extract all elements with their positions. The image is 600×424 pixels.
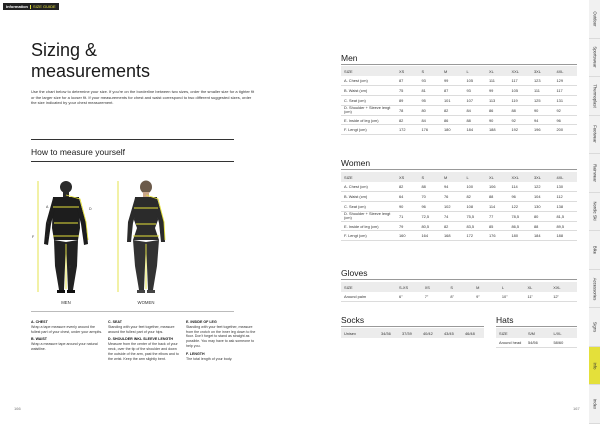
table-cell: 105 bbox=[510, 85, 533, 95]
tab-accessories[interactable] bbox=[589, 270, 600, 309]
socks-heading: Socks bbox=[341, 315, 365, 325]
table-cell: 112 bbox=[555, 191, 578, 201]
row-label: C. Seat (cm) bbox=[341, 95, 397, 105]
table-cell: 12" bbox=[551, 292, 577, 301]
table-cell: 106 bbox=[487, 182, 510, 191]
table-cell: 123 bbox=[532, 76, 555, 85]
table-cell: 96 bbox=[420, 201, 443, 211]
table-header-row bbox=[341, 66, 577, 76]
tab-index[interactable] bbox=[589, 385, 600, 424]
section-tabs bbox=[589, 0, 600, 424]
table-cell: 184 bbox=[465, 125, 488, 135]
table-row bbox=[341, 211, 577, 221]
table-header-cell: M bbox=[474, 282, 500, 292]
fig-letter-e: E bbox=[69, 265, 72, 269]
table-header-row bbox=[496, 328, 577, 338]
tab-label: Nordic Ski bbox=[592, 201, 597, 222]
table-cell: 34/36 bbox=[379, 328, 400, 338]
table-row bbox=[341, 95, 577, 105]
row-label: A. Chest (cm) bbox=[341, 182, 397, 191]
row-label: Unisex bbox=[341, 328, 379, 338]
women-size-table bbox=[341, 172, 577, 241]
table-header-cell: S-XS bbox=[397, 282, 423, 292]
tab-label: Signs bbox=[592, 321, 597, 333]
table-cell: 81,5 bbox=[555, 211, 578, 221]
table-cell: 82 bbox=[465, 191, 488, 201]
def-length: F. LENGTH The total length of your body. bbox=[186, 351, 233, 361]
divider bbox=[341, 326, 484, 327]
page-number-left: 166 bbox=[14, 406, 21, 411]
table-cell: 94 bbox=[532, 115, 555, 125]
row-label: E. Inside of leg (cm) bbox=[341, 115, 397, 125]
tab-rainwear[interactable] bbox=[589, 154, 600, 193]
tab-label: Sportswear bbox=[592, 46, 597, 68]
table-cell: 180 bbox=[510, 231, 533, 241]
men-size-table bbox=[341, 66, 577, 135]
row-label: C. Seat (cm) bbox=[341, 201, 397, 211]
tab-label: Thermoplast bbox=[592, 84, 597, 108]
table-cell: 43/45 bbox=[442, 328, 463, 338]
table-row bbox=[341, 191, 577, 201]
fig-letter-b: B bbox=[47, 221, 50, 225]
row-label: F. Lengt (cm) bbox=[341, 125, 397, 135]
page-title bbox=[31, 40, 231, 82]
row-label: D. Shoulder + Sleeve lengt (cm) bbox=[341, 105, 397, 115]
def-chest: A. CHEST Wrap a tape measure evenly around the fullest part of your chest, under your armpits. bbox=[31, 320, 103, 334]
definition-column-2 bbox=[108, 320, 180, 364]
men-heading: Men bbox=[341, 53, 358, 63]
tab-thermoplast[interactable] bbox=[589, 77, 600, 116]
table-header-cell: XS bbox=[397, 172, 420, 182]
table-cell: 196 bbox=[532, 125, 555, 135]
table-header-cell: S bbox=[448, 282, 474, 292]
table-cell: 101 bbox=[442, 95, 465, 105]
hats-heading: Hats bbox=[496, 315, 514, 325]
table-header-cell: L bbox=[465, 172, 488, 182]
table-cell: 114 bbox=[510, 182, 533, 191]
page-number-right: 167 bbox=[573, 406, 580, 411]
table-row bbox=[341, 105, 577, 115]
title-line-2: measurements bbox=[31, 61, 151, 81]
table-cell: 129 bbox=[555, 76, 578, 85]
table-cell: 88 bbox=[420, 182, 443, 191]
table-header-cell: SIZE bbox=[341, 66, 397, 76]
table-cell: 172 bbox=[465, 231, 488, 241]
table-row bbox=[341, 292, 577, 301]
table-cell: 104 bbox=[532, 191, 555, 201]
table-cell: 11" bbox=[526, 292, 552, 301]
table-cell: 90 bbox=[487, 115, 510, 125]
def-waist: B. WAIST Wrap a measure tape around your natural waistline. bbox=[31, 337, 98, 351]
row-label: B. Waist (cm) bbox=[341, 85, 397, 95]
table-cell: 88 bbox=[510, 105, 533, 115]
tab-signs[interactable] bbox=[589, 308, 600, 347]
row-label: B. Waist (cm) bbox=[341, 191, 397, 201]
table-cell: 79 bbox=[397, 221, 420, 231]
divider bbox=[496, 326, 577, 327]
gloves-size-table bbox=[341, 282, 577, 302]
table-cell: 80,5 bbox=[420, 221, 443, 231]
tab-bike[interactable] bbox=[589, 231, 600, 270]
tag-divider bbox=[30, 5, 31, 9]
table-cell: 40/42 bbox=[421, 328, 442, 338]
row-label: E. Inside of leg (cm) bbox=[341, 221, 397, 231]
table-header-cell: M bbox=[442, 172, 465, 182]
table-cell: 130 bbox=[532, 201, 555, 211]
tab-label: Accessories bbox=[592, 277, 597, 300]
table-header-cell: S bbox=[420, 172, 443, 182]
table-row bbox=[341, 125, 577, 135]
men-caption: MEN bbox=[61, 300, 71, 305]
table-cell: 84 bbox=[465, 105, 488, 115]
table-cell: 82 bbox=[397, 115, 420, 125]
table-cell: 131 bbox=[555, 95, 578, 105]
how-to-heading: How to measure yourself bbox=[31, 147, 126, 157]
table-header-cell: XL bbox=[487, 172, 510, 182]
table-cell: 80 bbox=[532, 211, 555, 221]
row-label: F. Lengt (cm) bbox=[341, 231, 397, 241]
table-cell: 90 bbox=[397, 201, 420, 211]
table-header-cell: XS bbox=[423, 282, 449, 292]
table-cell: 88 bbox=[487, 191, 510, 201]
table-cell: 92 bbox=[555, 105, 578, 115]
table-cell: 105 bbox=[465, 76, 488, 85]
tab-nordic-ski[interactable] bbox=[589, 193, 600, 232]
divider bbox=[31, 161, 234, 162]
tab-info[interactable] bbox=[589, 347, 600, 386]
table-cell: 111 bbox=[532, 85, 555, 95]
table-cell: 6" bbox=[397, 292, 423, 301]
table-row bbox=[341, 201, 577, 211]
table-cell: 117 bbox=[510, 76, 533, 85]
table-header-cell: XL bbox=[526, 282, 552, 292]
table-header-row bbox=[341, 282, 577, 292]
table-cell: 168 bbox=[442, 231, 465, 241]
table-cell: 9" bbox=[474, 292, 500, 301]
women-caption: WOMEN bbox=[137, 300, 155, 305]
table-cell: 58/60 bbox=[552, 338, 578, 347]
divider bbox=[31, 139, 234, 140]
hats-size-table bbox=[496, 328, 577, 348]
table-cell: 99 bbox=[487, 85, 510, 95]
table-cell: 86,5 bbox=[510, 221, 533, 231]
table-row bbox=[341, 115, 577, 125]
table-cell: 119 bbox=[510, 95, 533, 105]
table-cell: 172 bbox=[397, 125, 420, 135]
table-cell: 87 bbox=[397, 76, 420, 85]
table-cell: 82 bbox=[442, 221, 465, 231]
divider bbox=[31, 311, 234, 312]
table-cell: 188 bbox=[487, 125, 510, 135]
row-label: Around head bbox=[496, 338, 526, 347]
table-header-cell: S/M bbox=[526, 328, 552, 338]
divider bbox=[341, 169, 577, 170]
table-cell: 122 bbox=[532, 182, 555, 191]
table-cell: 78 bbox=[397, 105, 420, 115]
table-cell: 184 bbox=[532, 231, 555, 241]
def-seat: C. SEAT Standing with your feet together, measure around the fullest part of your hips. bbox=[108, 320, 175, 334]
table-cell: 86 bbox=[442, 115, 465, 125]
table-cell: 125 bbox=[532, 95, 555, 105]
table-cell: 200 bbox=[555, 125, 578, 135]
table-cell: 93 bbox=[465, 85, 488, 95]
table-cell: 81 bbox=[420, 85, 443, 95]
table-cell: 89 bbox=[397, 95, 420, 105]
table-cell: 82 bbox=[397, 182, 420, 191]
table-header-cell: XXL bbox=[510, 172, 533, 182]
table-row bbox=[341, 231, 577, 241]
table-cell: 74 bbox=[442, 211, 465, 221]
table-cell: 96 bbox=[510, 191, 533, 201]
table-header-cell: SIZE bbox=[341, 282, 397, 292]
table-row bbox=[341, 76, 577, 85]
table-cell: 8" bbox=[448, 292, 474, 301]
tab-label: Index bbox=[592, 399, 597, 410]
table-header-cell: XXL bbox=[510, 66, 533, 76]
women-heading: Women bbox=[341, 158, 371, 168]
table-cell: 114 bbox=[487, 201, 510, 211]
table-header-cell: S bbox=[420, 66, 443, 76]
table-cell: 75 bbox=[397, 85, 420, 95]
tab-label: Rainwear bbox=[592, 164, 597, 182]
table-header-cell: 3XL bbox=[532, 172, 555, 182]
def-sleeve: D. SHOULDER INKL SLEEVE LENGTH Measure from the center of the back of your neck, over the tip of the shoulder and down the outside of the arm, past the elbow and to the wrist. Keep the arm slightly bent. bbox=[108, 337, 179, 361]
tab-footwear[interactable] bbox=[589, 116, 600, 155]
fig-letter-f: F bbox=[32, 235, 35, 239]
table-cell: 46/48 bbox=[463, 328, 484, 338]
table-header-cell: 4XL bbox=[555, 172, 578, 182]
table-cell: 86 bbox=[487, 105, 510, 115]
table-cell: 176 bbox=[487, 231, 510, 241]
tab-label: Outdoor bbox=[592, 11, 597, 27]
section-label: Information bbox=[6, 4, 28, 9]
table-cell: 64 bbox=[397, 191, 420, 201]
subsection-label: SIZE GUIDE bbox=[33, 4, 56, 9]
men-figure bbox=[26, 178, 106, 296]
table-cell: 84 bbox=[420, 115, 443, 125]
table-cell: 80 bbox=[420, 105, 443, 115]
table-cell: 78,5 bbox=[510, 211, 533, 221]
table-cell: 7" bbox=[423, 292, 449, 301]
table-cell: 117 bbox=[555, 85, 578, 95]
table-cell: 88 bbox=[532, 221, 555, 231]
row-label: A. Chest (cm) bbox=[341, 76, 397, 85]
table-row bbox=[341, 328, 484, 338]
fig-letter-a: A bbox=[46, 205, 49, 209]
table-cell: 108 bbox=[465, 201, 488, 211]
table-header-cell: L/XL bbox=[552, 328, 578, 338]
table-cell: 70 bbox=[420, 191, 443, 201]
tab-outdoor[interactable] bbox=[589, 0, 600, 39]
section-tag bbox=[3, 3, 59, 10]
table-cell: 192 bbox=[510, 125, 533, 135]
table-cell: 90 bbox=[532, 105, 555, 115]
table-cell: 95 bbox=[420, 95, 443, 105]
table-cell: 54/56 bbox=[526, 338, 552, 347]
table-header-row bbox=[341, 172, 577, 182]
table-cell: 93 bbox=[420, 76, 443, 85]
table-cell: 111 bbox=[487, 76, 510, 85]
table-cell: 99 bbox=[442, 76, 465, 85]
table-cell: 85 bbox=[487, 221, 510, 231]
table-header-cell: XXL bbox=[551, 282, 577, 292]
tab-label: Info bbox=[592, 362, 597, 370]
fig-letter-c: C bbox=[46, 234, 49, 238]
table-row bbox=[341, 221, 577, 231]
socks-size-table bbox=[341, 328, 484, 338]
table-header-cell: 3XL bbox=[532, 66, 555, 76]
table-header-cell: 4XL bbox=[555, 66, 578, 76]
table-cell: 71 bbox=[397, 211, 420, 221]
table-header-cell: XL bbox=[487, 66, 510, 76]
table-header-cell: XS bbox=[397, 66, 420, 76]
table-row bbox=[341, 85, 577, 95]
table-cell: 96 bbox=[555, 115, 578, 125]
divider bbox=[341, 64, 577, 65]
definition-column-1 bbox=[31, 320, 103, 355]
table-header-cell: M bbox=[442, 66, 465, 76]
table-cell: 113 bbox=[487, 95, 510, 105]
def-inside-leg: E. INSIDE OF LEG Standing with your feet together, measure from the crotch on the inner leg down to the floor. Don't forget to stand as straight as possible. You may have to ask someone to help you. bbox=[186, 320, 256, 348]
table-cell: 77 bbox=[487, 211, 510, 221]
table-row bbox=[341, 182, 577, 191]
intro-text: Use the chart below to determine your size. If you're on the borderline between two sizes, order the smaller size for a tighter fit or the larger size for a looser fit. If your measurements for chest and waist correspond to two different suggested sizes, order the size indicated by your chest measurement. bbox=[31, 89, 255, 106]
table-cell: 160 bbox=[397, 231, 420, 241]
tab-label: Bike bbox=[592, 245, 597, 255]
table-cell: 164 bbox=[420, 231, 443, 241]
table-cell: 130 bbox=[555, 182, 578, 191]
table-row bbox=[496, 338, 577, 347]
table-cell: 72,5 bbox=[420, 211, 443, 221]
table-cell: 180 bbox=[442, 125, 465, 135]
table-header-cell: SIZE bbox=[341, 172, 397, 182]
table-cell: 138 bbox=[555, 201, 578, 211]
table-cell: 102 bbox=[442, 201, 465, 211]
row-label: D. Shoulder + Sleeve lengt (cm) bbox=[341, 211, 397, 221]
table-cell: 76 bbox=[442, 191, 465, 201]
table-cell: 88 bbox=[465, 115, 488, 125]
tab-label: Footwear bbox=[592, 125, 597, 144]
table-cell: 188 bbox=[555, 231, 578, 241]
table-cell: 176 bbox=[420, 125, 443, 135]
table-cell: 89,5 bbox=[555, 221, 578, 231]
table-cell: 75,5 bbox=[465, 211, 488, 221]
women-figure bbox=[106, 178, 186, 296]
table-cell: 122 bbox=[510, 201, 533, 211]
table-cell: 107 bbox=[465, 95, 488, 105]
tab-sportswear[interactable] bbox=[589, 39, 600, 78]
table-cell: 37/39 bbox=[400, 328, 421, 338]
table-cell: 83,5 bbox=[465, 221, 488, 231]
table-cell: 92 bbox=[510, 115, 533, 125]
gloves-heading: Gloves bbox=[341, 268, 368, 278]
table-cell: 10" bbox=[500, 292, 526, 301]
row-label: Around palm bbox=[341, 292, 397, 301]
title-line-1: Sizing & bbox=[31, 40, 98, 60]
divider bbox=[341, 279, 577, 280]
table-cell: 100 bbox=[465, 182, 488, 191]
table-cell: 87 bbox=[442, 85, 465, 95]
table-header-cell: L bbox=[500, 282, 526, 292]
table-header-cell: L bbox=[465, 66, 488, 76]
fig-letter-d: D bbox=[89, 207, 92, 211]
table-cell: 94 bbox=[442, 182, 465, 191]
table-cell: 82 bbox=[442, 105, 465, 115]
table-header-cell: SIZE bbox=[496, 328, 526, 338]
definition-column-3 bbox=[186, 320, 258, 364]
